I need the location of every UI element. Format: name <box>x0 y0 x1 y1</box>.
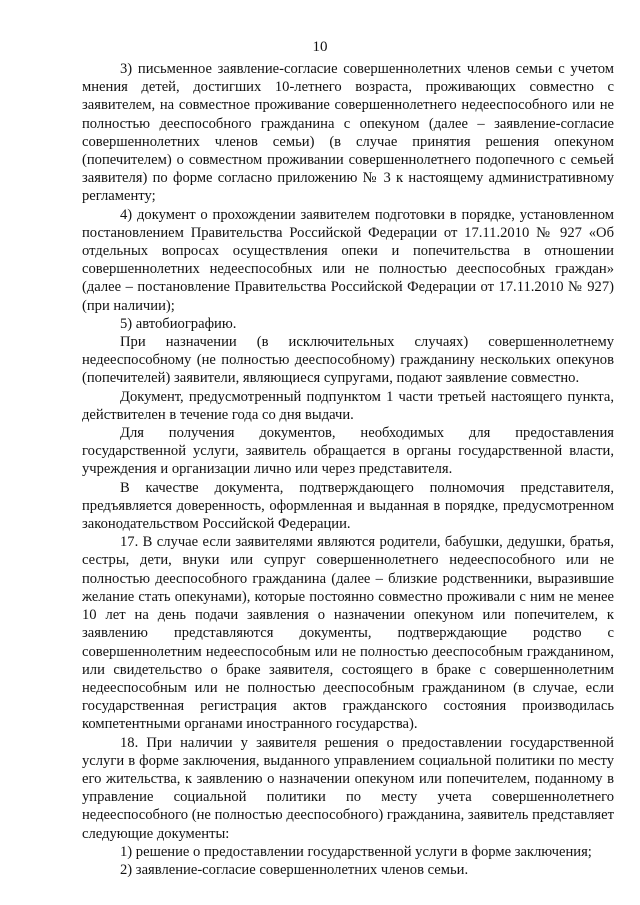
page-number: 10 <box>312 39 328 55</box>
paragraph-several-guardians: При назначении (в исключительных случаях) совершеннолетнему недееспособному (не полностью дееспособному) гражданину нескольких опекунов (попечителей) заявители, являющиеся супругами, подают заявление совместно. <box>82 334 614 387</box>
paragraph-section-17: 17. В случае если заявителями являются родители, бабушки, дедушки, братья, сестры, дети, внуки или супруг совершеннолетнего недееспособного или не полностью дееспособного гражданина (далее – близкие родственники, выразившие желание стать опекунами), которые постоянно совместно проживали с ним не менее 10 лет на день подачи заявления о назначении опекуном или попечителем, к заявлению представляются документы, подтверждающие родство с совершеннолетним недееспособным или не полностью дееспособным гражданином, или свидетельство о браке заявителя, состоящего в браке с совершеннолетним недееспособным или не полностью дееспособным гражданином (в случае, если государственная регистрация актов гражданского состояния производилась компетентными органами иностранного государства). <box>82 534 614 733</box>
document-body <box>82 60 614 879</box>
paragraph-item-4-training-document: 4) документ о прохождении заявителем подготовки в порядке, установленном постановлением Правительства Российской Федерации от 17.11.2010 № 927 «Об отдельных вопросах осуществления опеки и попечительства в отношении совершеннолетних недееспособных или не полностью дееспособных граждан» (далее – постановление Правительства Российской Федерации от 17.11.2010 № 927) (при наличии); <box>82 206 614 314</box>
paragraph-item-3-consent: 3) письменное заявление-согласие совершеннолетних членов семьи с учетом мнения детей, достигших 10-летнего возраста, проживающих совместно с заявителем, на совместное проживание совершеннолетнего недееспособного или не полностью дееспособного гражданина с опекуном (далее – заявление-согласие совершеннолетних членов семьи) (в случае принятия решения опекуном (попечителем) о совместном проживании совершеннолетнего подопечного с семьей заявителя) по форме согласно приложению № 3 к настоящему административному регламенту; <box>82 61 614 205</box>
paragraph-section-18: 18. При наличии у заявителя решения о предоставлении государственной услуги в форме заключения, выданного управлением социальной политики по месту его жительства, к заявлению о назначении опекуном или попечителем, поданному в управление социальной политики по месту учета совершеннолетнего недееспособного (не полностью дееспособного) гражданина, заявитель представляет следующие документы: <box>82 734 614 842</box>
paragraph-obtaining-documents: Для получения документов, необходимых для предоставления государственной услуги, заявитель обращается в органы государственной власти, учреждения и организации лично или через представителя. <box>82 425 614 478</box>
paragraph-document-validity: Документ, предусмотренный подпунктом 1 части третьей настоящего пункта, действителен в течение года со дня выдачи. <box>82 388 614 423</box>
paragraph-section-18-item-1: 1) решение о предоставлении государственной услуги в форме заключения; <box>120 843 592 860</box>
paragraph-representative-authority: В качестве документа, подтверждающего полномочия представителя, предъявляется доверенность, оформленная и выданная в порядке, предусмотренном законодательством Российской Федерации. <box>82 479 614 533</box>
paragraph-item-5-autobiography: 5) автобиографию. <box>120 315 237 332</box>
paragraph-section-18-item-2: 2) заявление-согласие совершеннолетних членов семьи. <box>120 861 469 878</box>
